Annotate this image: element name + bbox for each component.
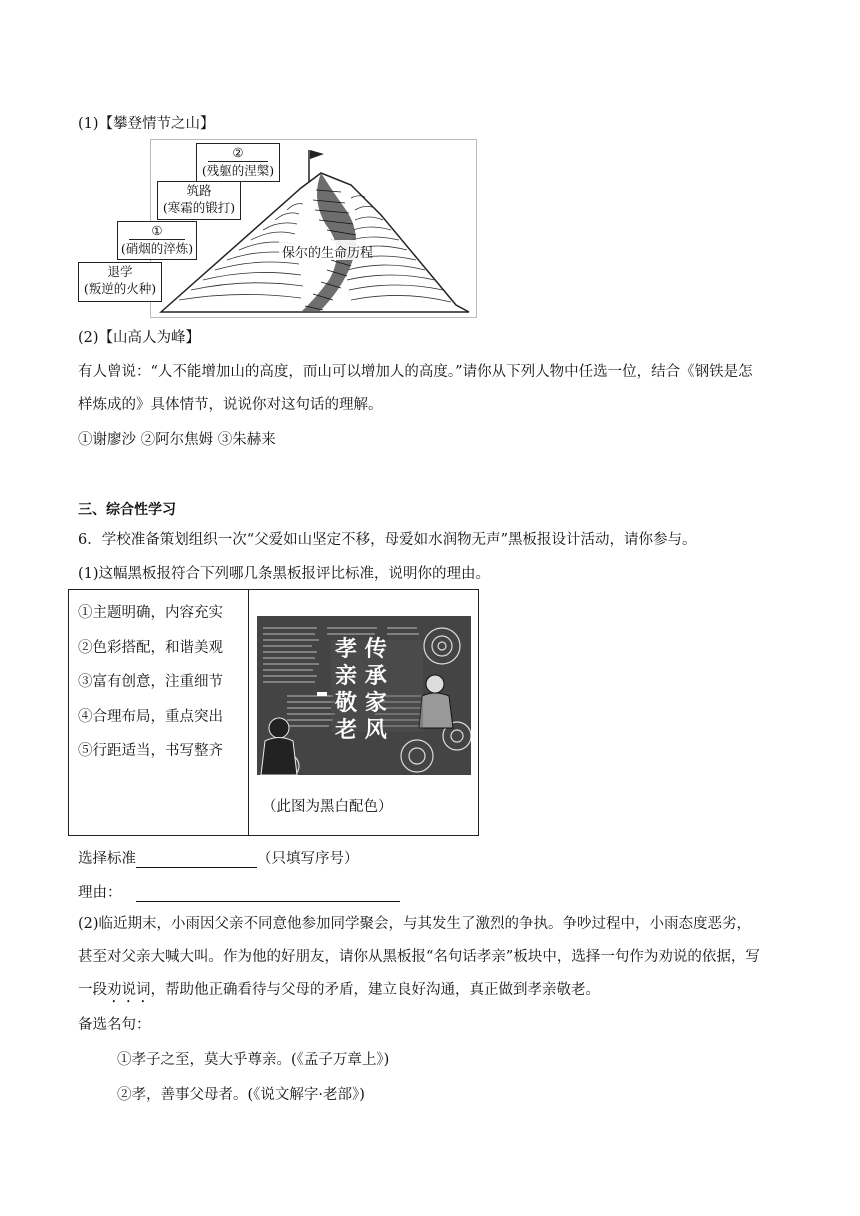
step-caption: (硝烟的淬炼) xyxy=(120,241,194,256)
poster-caption: （此图为黑白配色） xyxy=(262,799,393,815)
quote-item: ②孝，善事父母者。(《说文解字·老部》) xyxy=(117,1087,365,1103)
poster-title-char: 家 xyxy=(364,690,387,716)
step-box xyxy=(117,221,197,260)
select-hint: （只填写序号） xyxy=(257,851,359,867)
part1-title: (1)【攀登情节之山】 xyxy=(78,116,215,132)
poster-title-char: 传 xyxy=(364,636,387,662)
part2-text: 有人曾说：“人不能增加山的高度，而山可以增加人的高度。”请你从下列人物中任选一位，结合《钢铁是怎 xyxy=(78,364,753,380)
criterion-item: ②色彩搭配，和谐美观 xyxy=(78,639,223,656)
question-6: 6．学校准备策划组织一次“父爱如山坚定不移，母爱如水润物无声”黑板报设计活动，请你参与。 xyxy=(78,532,697,548)
alt-quotes-label: 备选名句： xyxy=(78,1017,151,1033)
criterion-item: ①主题明确，内容充实 xyxy=(78,605,223,621)
text-fragment: 一段 xyxy=(78,982,107,998)
poster-title-char: 风 xyxy=(364,717,387,743)
emphasized-text: 劝说词 xyxy=(107,982,151,998)
step-title: 退学 xyxy=(107,264,133,279)
poster-title-char: 敬 xyxy=(335,690,358,716)
text-fragment: ，帮助他正确看待与父母的矛盾，建立良好沟通，真正做到孝亲敬老。 xyxy=(150,982,600,998)
criterion-item: ④合理布局，重点突出 xyxy=(78,708,223,725)
step-caption: (寒霜的锻打) xyxy=(162,200,236,215)
step-caption: (叛逆的火种) xyxy=(83,281,157,296)
select-answer-blank[interactable] xyxy=(136,852,257,868)
question-6-2-text: (2)临近期末，小雨因父亲不同意他参加同学聚会，与其发生了激烈的争执。争吵过程中，小雨态度恶劣， xyxy=(78,916,752,932)
mountain-label: 保尔的生命历程 xyxy=(282,246,374,261)
criteria-cell xyxy=(69,590,249,836)
step-title: 筑路 xyxy=(186,183,212,198)
reason-answer-blank[interactable] xyxy=(136,886,400,902)
select-line xyxy=(78,847,359,868)
step-box xyxy=(196,143,280,182)
poster-title-char: 孝 xyxy=(335,636,358,662)
select-label: 选择标准 xyxy=(78,851,136,867)
criterion-item: ③富有创意，注重细节 xyxy=(78,674,223,690)
part2-title: (2)【山高人为峰】 xyxy=(78,330,201,346)
part2-text: 样炼成的》具体情节，说说你对这句话的理解。 xyxy=(78,397,383,413)
answer-blank: ① xyxy=(129,222,185,240)
question-6-1: (1)这幅黑板报符合下列哪几条黑板报评比标准，说明你的理由。 xyxy=(78,566,491,582)
answer-blank: ② xyxy=(208,144,267,162)
question-6-2-text xyxy=(78,978,600,1006)
character-choices: ①谢廖沙 ②阿尔焦姆 ③朱赫来 xyxy=(78,432,276,448)
poster-title-char: 老 xyxy=(335,717,358,743)
step-box xyxy=(78,262,162,302)
criterion-item: ⑤行距适当，书写整齐 xyxy=(78,743,223,759)
section-heading: 三、综合性学习 xyxy=(78,502,176,518)
reason-label: 理由： xyxy=(78,885,122,901)
step-box xyxy=(157,181,241,220)
question-6-2-text: 甚至对父亲大喊大叫。作为他的好朋友，请你从黑板报“名句话孝亲”板块中，选择一句作为劝说的依据，写 xyxy=(78,949,760,965)
blackboard-poster-image xyxy=(257,616,471,775)
quote-item: ①孝子之至，莫大乎尊亲。(《孟子万章上》) xyxy=(117,1052,390,1068)
reason-line xyxy=(78,881,400,902)
step-caption: (残躯的涅槃) xyxy=(201,163,275,178)
poster-title-char: 亲 xyxy=(335,663,358,689)
poster-title-char: 承 xyxy=(364,663,387,689)
poster-title xyxy=(335,636,387,744)
